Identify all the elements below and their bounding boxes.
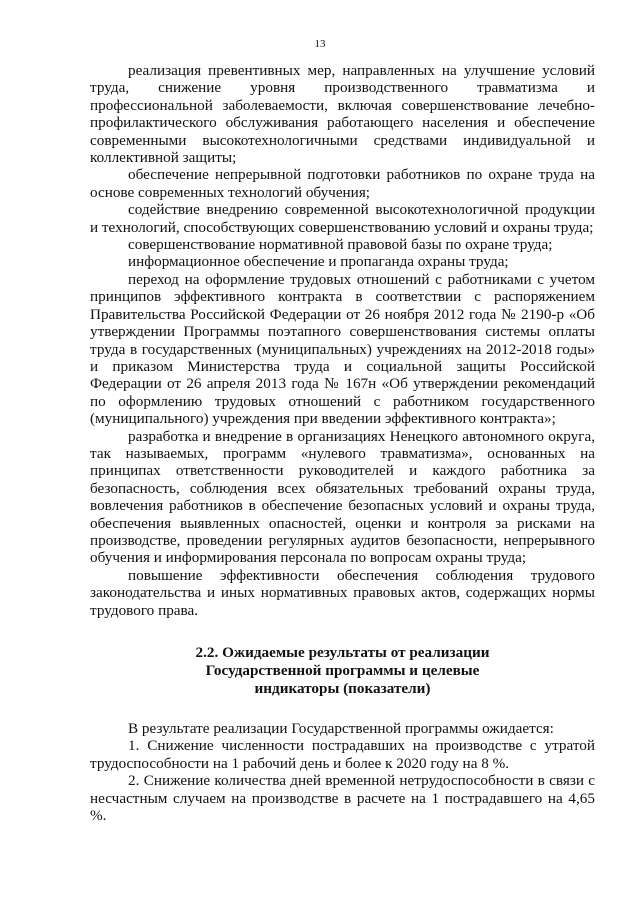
paragraph-result-2: 2. Снижение количества дней временной нетрудоспособности в связи с несчастным случаем на производстве в расчете на 1 пострадавшего на 4,65 %.: [90, 772, 595, 825]
paragraph-regulatory-base: совершенствование нормативной правовой базы по охране труда;: [128, 236, 553, 254]
paragraph-preventive-measures: реализация превентивных мер, направленных на улучшение условий труда, снижение уровня производственного травматизма и профессиональной заболеваемости, включая совершенствование лечебно-профилактического обслуживания работающего населения и обеспечение современными высокотехнологичными средствами индивидуальной и коллективной защиты;: [90, 62, 595, 167]
section-heading: [90, 644, 595, 698]
document-body: [90, 62, 595, 824]
paragraph-information: информационное обеспечение и пропаганда охраны труда;: [128, 253, 509, 271]
section-heading-line: 2.2. Ожидаемые результаты от реализации: [195, 644, 490, 661]
paragraph-expected-intro: В результате реализации Государственной программы ожидается:: [128, 720, 554, 737]
paragraph-high-tech: содействие внедрению современной высокотехнологичной продукции и технологий, способствующих совершенствованию условий и охраны труда;: [90, 201, 595, 236]
section-heading-line: Государственной программы и целевые: [205, 662, 480, 679]
section-heading-line: индикаторы (показатели): [254, 680, 431, 697]
paragraph-training: обеспечение непрерывной подготовки работников по охране труда на основе современных технологий обучения;: [90, 166, 595, 201]
paragraph-effective-contract: переход на оформление трудовых отношений с работниками с учетом принципов эффективного контракта в соответствии с распоряжением Правительства Российской Федерации от 26 ноября 2012 года № 2190-р «Об утверждении Программы поэтапного совершенствования системы оплаты труда в государственных (муниципальных) учреждениях на 2012-2018 годы» и приказом Министерства труда и социальной защиты Российской Федерации от 26 апреля 2013 года № 167н «Об утверждении рекомендаций по оформлению трудовых отношений с работником государственного (муниципального) учреждения при введении эффективного контракта»;: [90, 270, 595, 428]
paragraph-zero-injury: разработка и внедрение в организациях Ненецкого автономного округа, так называемых, программ «нулевого травматизма», основанных на принципах ответственности руководителей и каждого работника за безопасность, соблюдения всех обязательных требований охраны труда, вовлечения работников в обеспечение безопасных условий и охраны труда, обеспечения выявленных опасностей, оценки и контроля за рисками на производстве, проведении регулярных аудитов безопасности, непрерывного обучения и информирования персонала по вопросам охраны труда;: [90, 427, 595, 567]
paragraph-result-1: 1. Снижение численности пострадавших на производстве с утратой трудоспособности на 1 рабочий день и более к 2020 году на 8 %.: [90, 737, 595, 772]
paragraph-labor-law: повышение эффективности обеспечения соблюдения трудового законодательства и иных нормативных правовых актов, содержащих нормы трудового права.: [90, 566, 595, 619]
page-number: 13: [314, 38, 326, 50]
